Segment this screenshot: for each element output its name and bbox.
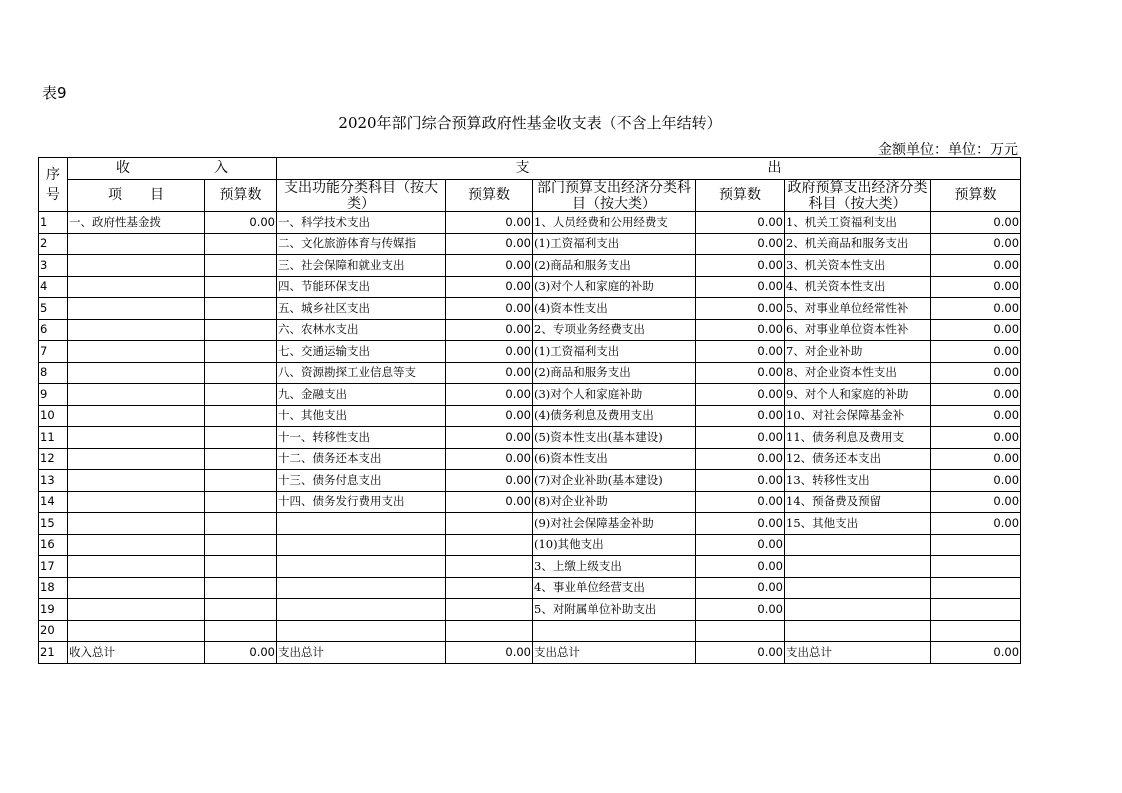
func-item-cell: 九、金融支出 (277, 384, 446, 406)
dept-econ-item-cell: (6)资本性支出 (533, 448, 696, 470)
gov-econ-amount-cell: 0.00 (931, 255, 1021, 277)
gov-econ-item-cell: 8、对企业资本性支出 (785, 362, 931, 384)
func-amount-cell (446, 513, 533, 535)
func-item-cell: 七、交通运输支出 (277, 341, 446, 363)
gov-econ-amount-cell: 0.00 (931, 362, 1021, 384)
gov-econ-amount-cell: 0.00 (931, 276, 1021, 298)
gov-econ-item-cell (785, 577, 931, 599)
gov-econ-item-cell: 12、债务还本支出 (785, 448, 931, 470)
func-amount-cell (446, 599, 533, 621)
dept-econ-item-cell: 2、专项业务经费支出 (533, 319, 696, 341)
income-item-cell: 一、政府性基金拨 (68, 212, 205, 234)
dept-econ-item-cell: (4)债务利息及费用支出 (533, 405, 696, 427)
income-item-cell (68, 620, 205, 642)
income-amount-cell (205, 362, 277, 384)
table-row (39, 233, 1021, 255)
income-amount-cell (205, 298, 277, 320)
seq-cell: 17 (39, 556, 68, 578)
dept-econ-item-cell: 5、对附属单位补助支出 (533, 599, 696, 621)
income-amount-cell (205, 599, 277, 621)
seq-cell: 3 (39, 255, 68, 277)
income-item-cell (68, 599, 205, 621)
dept-econ-amount-cell: 0.00 (696, 233, 785, 255)
gov-econ-amount-cell: 0.00 (931, 233, 1021, 255)
income-item-cell (68, 298, 205, 320)
seq-cell: 15 (39, 513, 68, 535)
func-item-cell (277, 577, 446, 599)
dept-econ-amount-cell: 0.00 (696, 298, 785, 320)
dept-econ-amount-cell: 0.00 (696, 362, 785, 384)
unit-label: 金额单位：单位：万元 (878, 142, 1018, 158)
dept-econ-item-cell: (4)资本性支出 (533, 298, 696, 320)
dept-econ-amount-cell: 0.00 (696, 405, 785, 427)
func-item-cell: 十、其他支出 (277, 405, 446, 427)
dept-econ-amount-cell: 0.00 (696, 384, 785, 406)
seq-cell: 1 (39, 212, 68, 234)
gov-econ-amount-cell: 0.00 (931, 470, 1021, 492)
seq-cell: 12 (39, 448, 68, 470)
dept-econ-item-cell: 1、人员经费和公用经费支 (533, 212, 696, 234)
income-item-cell (68, 470, 205, 492)
income-amount-cell (205, 491, 277, 513)
func-amount-cell (446, 534, 533, 556)
func-amount-cell: 0.00 (446, 384, 533, 406)
gov-econ-item-cell (785, 620, 931, 642)
gov-econ-amount-cell: 0.00 (931, 513, 1021, 535)
income-amount-cell (205, 513, 277, 535)
seq-cell: 20 (39, 620, 68, 642)
gov-econ-amount-cell (931, 577, 1021, 599)
gov-econ-item-cell: 10、对社会保障基金补 (785, 405, 931, 427)
func-amount-cell: 0.00 (446, 341, 533, 363)
income-amount-cell (205, 276, 277, 298)
func-amount-cell: 0.00 (446, 491, 533, 513)
income-amount-cell (205, 448, 277, 470)
income-item-cell (68, 448, 205, 470)
seq-cell: 16 (39, 534, 68, 556)
func-amount-cell (446, 577, 533, 599)
income-item-cell (68, 233, 205, 255)
dept-econ-item-cell (533, 620, 696, 642)
seq-cell: 10 (39, 405, 68, 427)
func-item-cell: 六、农林水支出 (277, 319, 446, 341)
dept-econ-amount-cell: 0.00 (696, 491, 785, 513)
income-item-cell (68, 384, 205, 406)
dept-econ-amount-cell: 0.00 (696, 319, 785, 341)
func-item-cell: 十一、转移性支出 (277, 427, 446, 449)
table-row (39, 470, 1021, 492)
income-item-cell (68, 255, 205, 277)
table-row (39, 319, 1021, 341)
table-row (39, 448, 1021, 470)
dept-econ-amount-cell: 0.00 (696, 276, 785, 298)
table-row (39, 212, 1021, 234)
func-amount-cell: 0.00 (446, 470, 533, 492)
dept-econ-amount-cell: 0.00 (696, 577, 785, 599)
func-item-cell (277, 534, 446, 556)
func-amount-cell: 0.00 (446, 319, 533, 341)
gov-econ-item-cell (785, 599, 931, 621)
gov-econ-item-cell (785, 556, 931, 578)
dept-econ-amount-cell (696, 620, 785, 642)
gov-econ-item-cell: 15、其他支出 (785, 513, 931, 535)
gov-econ-amount-cell (931, 556, 1021, 578)
table-row (39, 513, 1021, 535)
gov-econ-item-cell: 13、转移性支出 (785, 470, 931, 492)
table-row (39, 556, 1021, 578)
dept-econ-item-cell: 4、事业单位经营支出 (533, 577, 696, 599)
dept-econ-item-cell: (2)商品和服务支出 (533, 255, 696, 277)
func-amount-cell: 0.00 (446, 298, 533, 320)
gov-econ-amount-cell (931, 534, 1021, 556)
gov-econ-amount-cell (931, 599, 1021, 621)
func-item-cell (277, 556, 446, 578)
header-dept-econ: 部门预算支出经济分类科目（按大类） (533, 180, 696, 212)
dept-econ-item-cell: (3)对个人和家庭补助 (533, 384, 696, 406)
table-row (39, 384, 1021, 406)
dept-econ-item-cell: (5)资本性支出(基本建设) (533, 427, 696, 449)
dept-econ-amount-cell: 0.00 (696, 599, 785, 621)
func-item-cell: 五、城乡社区支出 (277, 298, 446, 320)
table-row (39, 298, 1021, 320)
income-amount-cell (205, 620, 277, 642)
page-title: 2020年部门综合预算政府性基金收支表（不含上年结转） (338, 114, 722, 132)
dept-econ-item-cell: 支出总计 (533, 642, 696, 664)
seq-cell: 21 (39, 642, 68, 664)
dept-econ-item-cell: (7)对企业补助(基本建设) (533, 470, 696, 492)
income-item-cell (68, 405, 205, 427)
income-amount-cell (205, 384, 277, 406)
income-item-cell (68, 577, 205, 599)
seq-cell: 11 (39, 427, 68, 449)
table-row (39, 599, 1021, 621)
dept-econ-item-cell: (1)工资福利支出 (533, 233, 696, 255)
income-amount-cell (205, 255, 277, 277)
gov-econ-item-cell: 7、对企业补助 (785, 341, 931, 363)
gov-econ-amount-cell: 0.00 (931, 427, 1021, 449)
income-amount-cell (205, 470, 277, 492)
func-item-cell: 支出总计 (277, 642, 446, 664)
seq-cell: 6 (39, 319, 68, 341)
income-item-cell (68, 362, 205, 384)
func-item-cell: 十四、债务发行费用支出 (277, 491, 446, 513)
dept-econ-amount-cell: 0.00 (696, 513, 785, 535)
income-amount-cell (205, 233, 277, 255)
dept-econ-item-cell: (1)工资福利支出 (533, 341, 696, 363)
table-row (39, 276, 1021, 298)
gov-econ-item-cell: 1、机关工资福利支出 (785, 212, 931, 234)
func-amount-cell: 0.00 (446, 255, 533, 277)
gov-econ-amount-cell: 0.00 (931, 341, 1021, 363)
func-amount-cell: 0.00 (446, 448, 533, 470)
income-item-cell (68, 427, 205, 449)
header-expense: 支 出 (277, 158, 1021, 180)
dept-econ-item-cell: 3、上缴上级支出 (533, 556, 696, 578)
dept-econ-amount-cell: 0.00 (696, 255, 785, 277)
table-row (39, 405, 1021, 427)
dept-econ-item-cell: (10)其他支出 (533, 534, 696, 556)
gov-econ-amount-cell: 0.00 (931, 319, 1021, 341)
dept-econ-item-cell: (8)对企业补助 (533, 491, 696, 513)
table-row (39, 255, 1021, 277)
header-row-sub (39, 180, 1021, 212)
func-amount-cell (446, 556, 533, 578)
income-item-cell (68, 556, 205, 578)
table-row (39, 642, 1021, 664)
income-amount-cell (205, 427, 277, 449)
income-amount-cell (205, 534, 277, 556)
dept-econ-amount-cell: 0.00 (696, 427, 785, 449)
dept-econ-item-cell: (3)对个人和家庭的补助 (533, 276, 696, 298)
income-amount-cell: 0.00 (205, 642, 277, 664)
gov-econ-amount-cell: 0.00 (931, 448, 1021, 470)
gov-econ-item-cell: 3、机关资本性支出 (785, 255, 931, 277)
income-item-cell: 收入总计 (68, 642, 205, 664)
seq-cell: 13 (39, 470, 68, 492)
seq-cell: 4 (39, 276, 68, 298)
seq-cell: 7 (39, 341, 68, 363)
dept-econ-item-cell: (2)商品和服务支出 (533, 362, 696, 384)
func-amount-cell: 0.00 (446, 212, 533, 234)
income-item-cell (68, 491, 205, 513)
table-row (39, 491, 1021, 513)
header-seq: 序号 (39, 158, 68, 212)
gov-econ-amount-cell: 0.00 (931, 405, 1021, 427)
func-item-cell: 十二、债务还本支出 (277, 448, 446, 470)
header-income: 收 入 (68, 158, 277, 180)
table-row (39, 341, 1021, 363)
gov-econ-item-cell: 11、债务利息及费用支 (785, 427, 931, 449)
func-amount-cell: 0.00 (446, 276, 533, 298)
seq-cell: 9 (39, 384, 68, 406)
gov-econ-item-cell: 9、对个人和家庭的补助 (785, 384, 931, 406)
func-item-cell: 十三、债务付息支出 (277, 470, 446, 492)
dept-econ-amount-cell: 0.00 (696, 534, 785, 556)
header-income-budget: 预算数 (205, 180, 277, 212)
gov-econ-amount-cell (931, 620, 1021, 642)
income-item-cell (68, 534, 205, 556)
gov-econ-amount-cell: 0.00 (931, 298, 1021, 320)
income-amount-cell (205, 556, 277, 578)
seq-cell: 5 (39, 298, 68, 320)
func-amount-cell: 0.00 (446, 642, 533, 664)
dept-econ-amount-cell: 0.00 (696, 212, 785, 234)
dept-econ-amount-cell: 0.00 (696, 556, 785, 578)
func-item-cell (277, 513, 446, 535)
income-item-cell (68, 341, 205, 363)
func-item-cell (277, 620, 446, 642)
seq-cell: 2 (39, 233, 68, 255)
table-number-label: 表9 (42, 84, 67, 102)
func-amount-cell: 0.00 (446, 233, 533, 255)
func-item-cell: 四、节能环保支出 (277, 276, 446, 298)
dept-econ-amount-cell: 0.00 (696, 470, 785, 492)
seq-cell: 19 (39, 599, 68, 621)
gov-econ-amount-cell: 0.00 (931, 384, 1021, 406)
func-amount-cell: 0.00 (446, 427, 533, 449)
gov-econ-amount-cell: 0.00 (931, 642, 1021, 664)
budget-table (38, 157, 1021, 664)
dept-econ-amount-cell: 0.00 (696, 341, 785, 363)
header-row-top (39, 158, 1021, 180)
dept-econ-amount-cell: 0.00 (696, 448, 785, 470)
seq-cell: 18 (39, 577, 68, 599)
gov-econ-item-cell: 支出总计 (785, 642, 931, 664)
dept-econ-item-cell: (9)对社会保障基金补助 (533, 513, 696, 535)
income-amount-cell (205, 405, 277, 427)
gov-econ-item-cell: 5、对事业单位经常性补 (785, 298, 931, 320)
gov-econ-item-cell: 2、机关商品和服务支出 (785, 233, 931, 255)
gov-econ-item-cell (785, 534, 931, 556)
dept-econ-amount-cell: 0.00 (696, 642, 785, 664)
func-item-cell: 八、资源勘探工业信息等支 (277, 362, 446, 384)
income-amount-cell: 0.00 (205, 212, 277, 234)
table-row (39, 427, 1021, 449)
gov-econ-item-cell: 6、对事业单位资本性补 (785, 319, 931, 341)
header-func-class: 支出功能分类科目（按大类） (277, 180, 446, 212)
func-item-cell: 二、文化旅游体育与传媒指 (277, 233, 446, 255)
func-item-cell: 三、社会保障和就业支出 (277, 255, 446, 277)
income-item-cell (68, 319, 205, 341)
gov-econ-amount-cell: 0.00 (931, 212, 1021, 234)
income-amount-cell (205, 319, 277, 341)
income-item-cell (68, 513, 205, 535)
func-item-cell: 一、科学技术支出 (277, 212, 446, 234)
seq-cell: 14 (39, 491, 68, 513)
gov-econ-item-cell: 4、机关资本性支出 (785, 276, 931, 298)
table-row (39, 577, 1021, 599)
table-row (39, 620, 1021, 642)
table-row (39, 362, 1021, 384)
header-gov-budget: 预算数 (931, 180, 1021, 212)
gov-econ-amount-cell: 0.00 (931, 491, 1021, 513)
income-amount-cell (205, 341, 277, 363)
func-item-cell (277, 599, 446, 621)
seq-cell: 8 (39, 362, 68, 384)
gov-econ-item-cell: 14、预备费及预留 (785, 491, 931, 513)
func-amount-cell (446, 620, 533, 642)
header-func-budget: 预算数 (446, 180, 533, 212)
income-amount-cell (205, 577, 277, 599)
func-amount-cell: 0.00 (446, 362, 533, 384)
header-dept-budget: 预算数 (696, 180, 785, 212)
func-amount-cell: 0.00 (446, 405, 533, 427)
header-income-item: 项 目 (68, 180, 205, 212)
header-gov-econ: 政府预算支出经济分类科目（按大类） (785, 180, 931, 212)
table-row (39, 534, 1021, 556)
income-item-cell (68, 276, 205, 298)
